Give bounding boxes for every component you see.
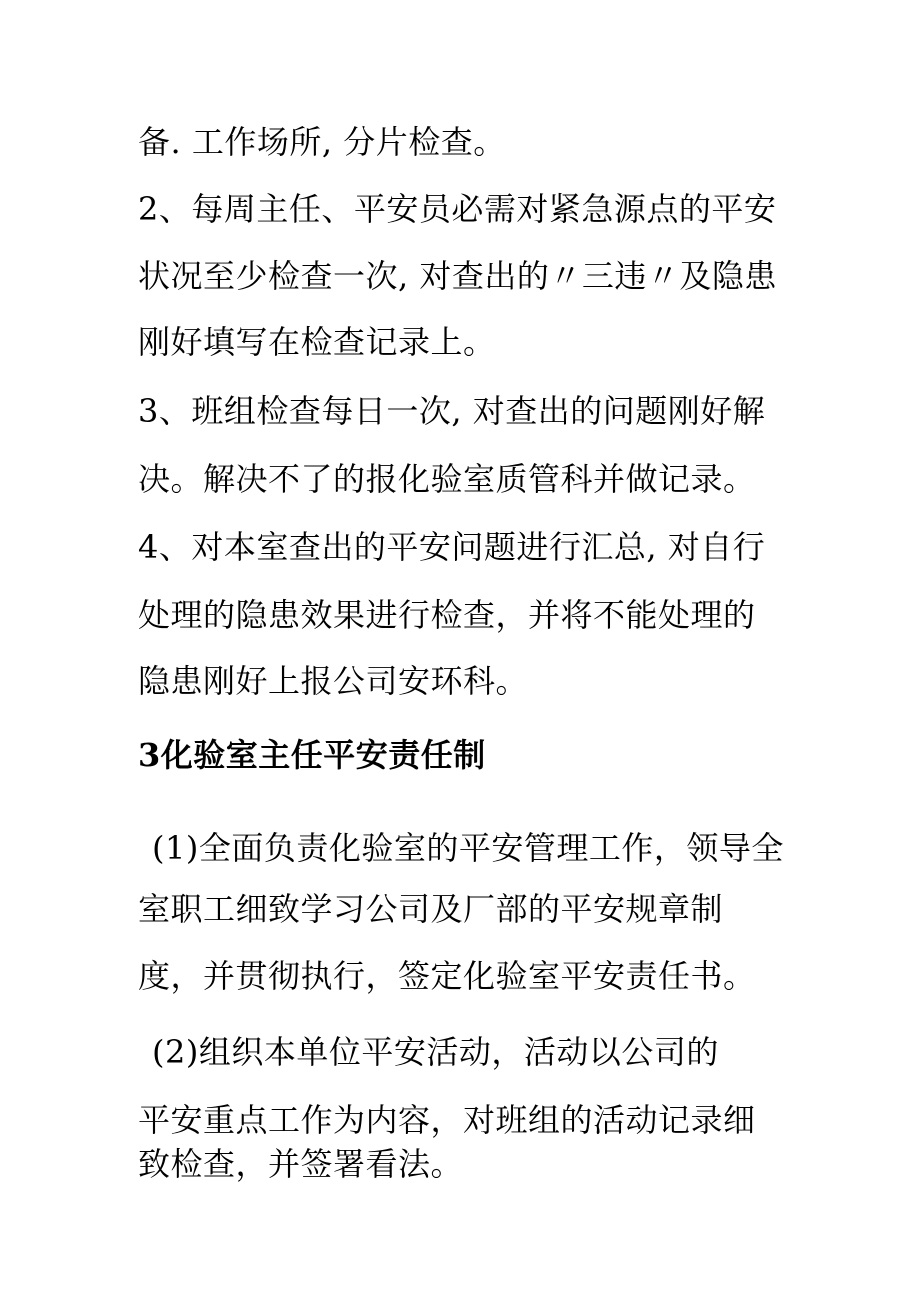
section-text-line: 致检查，并签署看法。 — [138, 1145, 464, 1183]
section-text-line: 室职工细致学习公司及厂部的平安规章制 — [138, 890, 724, 928]
body-text-line: 4、对本室查出的平安问题进行汇总, 对自行 — [138, 528, 766, 566]
body-text-line: 决。解决不了的报化验室质管科并做记录。 — [138, 460, 756, 498]
section-text-line: 度，并贯彻执行，签定化验室平安责任书。 — [138, 957, 756, 995]
body-text-line: 隐患刚好上报公司安环科。 — [138, 662, 529, 700]
body-text-line: 刚好填写在检查记录上。 — [138, 323, 496, 361]
body-text-line: 2、每周主任、平安员必需对紧急源点的平安 — [138, 190, 777, 228]
body-text-line: 备. 工作场所, 分片检查。 — [138, 123, 506, 161]
section-text-line: (1)全面负责化验室的平安管理工作，领导全 — [152, 829, 784, 867]
section-text-line: 平安重点工作为内容，对班组的活动记录细 — [138, 1101, 756, 1139]
body-text-line: 3、班组检查每日一次, 对查出的问题刚好解 — [138, 392, 766, 430]
body-text-line: 状况至少检查一次, 对查出的〃三违〃及隐患 — [138, 257, 777, 295]
section-text-line: (2)组织本单位平安活动，活动以公司的 — [152, 1033, 719, 1071]
section-heading: 3化验室主任平安责任制 — [138, 736, 486, 774]
body-text-line: 处理的隐患效果进行检查，并将不能处理的 — [138, 596, 756, 634]
